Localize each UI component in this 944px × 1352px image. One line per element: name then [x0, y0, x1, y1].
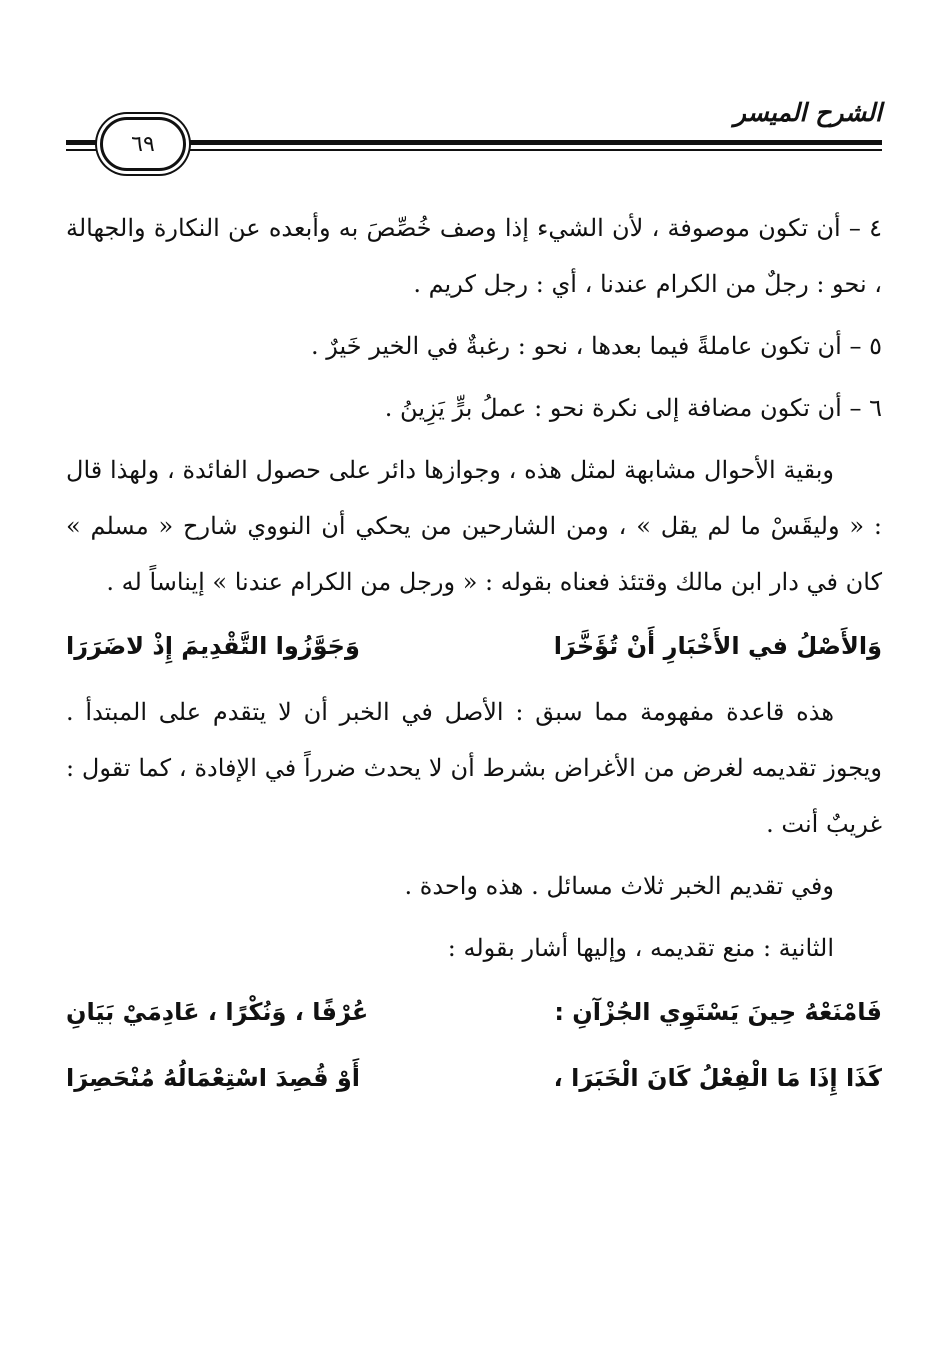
verse-2-first-hemistich: فَامْنَعْهُ حِينَ يَسْتَوِي الجُزْآنِ :	[554, 998, 882, 1026]
verse-line-1	[66, 618, 882, 674]
list-item-5: ٥ – أن تكون عاملةً فيما بعدها ، نحو : رغبةٌ في الخير خَيرٌ .	[310, 332, 882, 360]
page-number-badge	[100, 117, 186, 171]
commentary-paragraph-1: وبقية الأحوال مشابهة لمثل هذه ، وجوازها دائر على حصول الفائدة ، ولهذا قال : « وليقَسْ ما لم يقل » ، ومن الشارحين من يحكي أن النووي شارح « مسلم » كان في دار ابن مالك وقتئذ فعناه بقوله : « ورجل من الكرام عندنا » إيناساً له .	[66, 456, 882, 596]
page-body	[66, 200, 882, 1116]
commentary-paragraph-4: الثانية : منع تقديمه ، وإليها أشار بقوله :	[447, 934, 834, 962]
verse-line-3	[66, 1050, 882, 1106]
commentary-paragraph-3: وفي تقديم الخبر ثلاث مسائل . هذه واحدة .	[404, 872, 834, 900]
verse-1-second-hemistich: وَجَوَّزُوا التَّقْدِيمَ إِذْ لاضَرَرَا	[66, 632, 360, 660]
header-rule-thin	[66, 149, 882, 151]
list-item-4: ٤ – أن تكون موصوفة ، لأن الشيء إذا وصف خُصِّصَ به وأبعده عن النكارة والجهالة ، نحو : رجلٌ من الكرام عندنا ، أي : رجل كريم .	[66, 214, 882, 298]
verse-line-2	[66, 984, 882, 1040]
verse-3-second-hemistich: أَوْ قُصِدَ اسْتِعْمَالُهُ مُنْحَصِرَا	[66, 1064, 361, 1092]
list-item-6: ٦ – أن تكون مضافة إلى نكرة نحو : عملُ برٍّ يَزِينُ .	[384, 394, 882, 422]
verse-1-first-hemistich: وَالأَصْلُ في الأَخْبَارِ أَنْ تُؤَخَّرَا	[553, 632, 882, 660]
page-number: ٦٩	[131, 131, 155, 157]
commentary-paragraph-2: هذه قاعدة مفهومة مما سبق : الأصل في الخبر أن لا يتقدم على المبتدأ . ويجوز تقديمه لغرض من الأغراض بشرط أن لا يحدث ضرراً في الإفادة ، كما تقول : غريبٌ أنت .	[66, 698, 882, 838]
verse-3-first-hemistich: كَذَا إِذَا مَا الْفِعْلُ كَانَ الْخَبَرَا ،	[553, 1064, 882, 1092]
running-header-title: الشرح الميسر	[733, 98, 882, 127]
header-rule-thick	[66, 140, 882, 145]
verse-2-second-hemistich: عُرْفًا ، وَنُكْرًا ، عَادِمَيْ بَيَانِ	[66, 998, 369, 1026]
